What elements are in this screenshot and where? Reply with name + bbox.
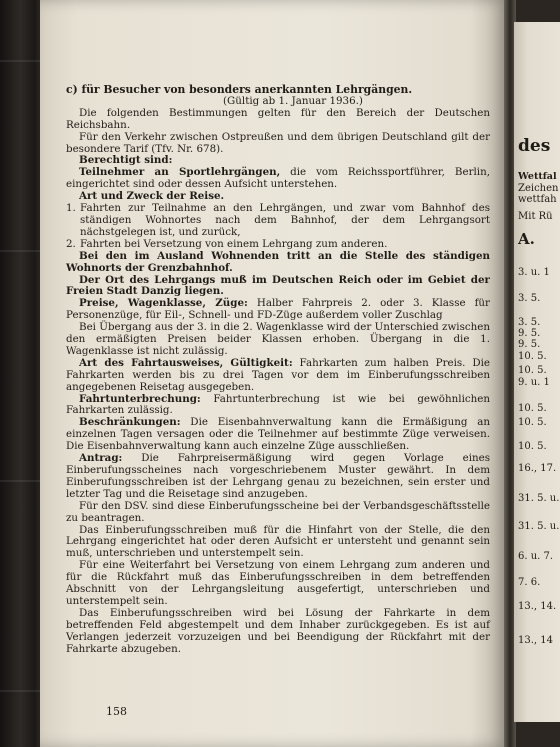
section-heading: c) für Besucher von besonders anerkannten Lehrgängen. xyxy=(66,83,413,96)
eligible-text: die vom Reichssportführer, Berlin, eingerichtet sind oder dessen Aufsicht unterstehen. xyxy=(66,166,490,191)
list-item xyxy=(66,203,490,239)
right-date: 3. 5. xyxy=(518,293,541,304)
ticket-lead: Art des Fahrtausweises, Gültigkeit: xyxy=(79,356,293,369)
price-text: Halber Fahrpreis 2. oder 3. Klasse für Personenzüge, für Eil-, Schnell- und FD-Züge außerdem voller Zuschlag xyxy=(66,297,490,322)
apply-text: Die Fahrpreisermäßigung wird gegen Vorlage eines Einberufungsscheines nach vorgeschriebenem Muster gewährt. In dem Einberufungsschreiben ist der Lehrgang genau zu bezeichnen, sein erster und letzter Tag und die Reisetage sind anzugeben. xyxy=(66,452,490,500)
right-line: Zeichen xyxy=(518,183,559,194)
right-date: 16., 17. xyxy=(518,463,557,474)
right-date: 7. 6. xyxy=(518,577,541,588)
right-date: 10. 5. xyxy=(518,441,547,452)
paragraph-transfer: Bei Übergang aus der 3. in die 2. Wagenklasse wird der Unterschied zwischen den ermäßigten Preisen beider Klassen erhoben. Übergang in die 1. Wagenklasse ist nicht zulässig. xyxy=(66,321,490,357)
right-date: 6. u. 7. xyxy=(518,551,554,562)
paragraph-stamp: Das Einberufungsschreiben wird bei Lösung der Fahrkarte in dem betreffenden Feld abgestempelt und dem Inhaber zurückgegeben. Es ist auf Verlangen jederzeit vorzuzeigen und bei Beendigung der Rückfahrt mit der Fahrkarte abzugeben. xyxy=(66,606,490,655)
right-date: 3. 5. xyxy=(518,317,541,328)
list-text: Fahrten zur Teilnahme an den Lehrgängen, und zwar vom Bahnhof des ständigen Wohnortes nach dem Bahnhof, der dem Lehrgangsort nächstgelegen ist, und zurück, xyxy=(80,202,490,238)
paragraph: Die folgenden Bestimmungen gelten für den Bereich der Deutschen Reichsbahn. xyxy=(66,106,490,131)
restrict-text: Die Eisenbahnverwaltung kann die Ermäßigung an einzelnen Tagen versagen oder die Teilnehmer auf bestimmte Züge verweisen. Die Eisenbahnverwaltung kann auch einzelne Züge ausschließen. xyxy=(66,416,490,453)
right-title-fragment: des xyxy=(518,136,551,156)
validity-note: (Gültig ab 1. Januar 1936.) xyxy=(223,94,363,107)
restrict-lead: Beschränkungen: xyxy=(79,416,181,429)
break-text: Fahrtunterbrechung ist wie bei gewöhnlichen Fahrkarten zulässig. xyxy=(66,392,490,417)
right-date: 10. 5. xyxy=(518,351,547,362)
paragraph-eligible xyxy=(66,167,490,191)
list-number: 2. xyxy=(66,237,76,250)
right-line: Wettfal xyxy=(518,171,557,182)
list-item xyxy=(66,239,490,251)
page-content xyxy=(66,84,490,656)
right-line: Mit Rü xyxy=(518,211,553,222)
subheading-eligible: Berechtigt sind: xyxy=(79,154,173,167)
location-rule: Der Ort des Lehrgangs muß im Deutschen Reich oder im Gebiet der Freien Stadt Danzig liegen. xyxy=(66,273,490,298)
paragraph-restrict xyxy=(66,417,490,453)
price-lead: Preise, Wagenklasse, Züge: xyxy=(79,297,248,310)
right-page xyxy=(514,22,560,722)
break-lead: Fahrtunterbrechung: xyxy=(79,392,201,405)
paragraph: Für den Verkehr zwischen Ostpreußen und dem übrigen Deutschland gilt der besondere Tarif (Tfv. Nr. 678). xyxy=(66,130,490,155)
apply-lead: Antrag: xyxy=(79,452,123,465)
subheading-purpose: Art und Zweck der Reise. xyxy=(79,190,225,203)
eligible-lead: Teilnehmer an Sportlehrgängen, xyxy=(79,166,281,179)
right-date: 10. 5. xyxy=(518,417,547,428)
right-section-letter: A. xyxy=(518,230,535,248)
paragraph-price xyxy=(66,298,490,322)
right-date: 31. 5. u. xyxy=(518,521,560,532)
list-text: Fahrten bei Versetzung von einem Lehrgang zum anderen. xyxy=(80,237,388,250)
paragraph-dsv: Für den DSV. sind diese Einberufungsscheine bei der Verbandsgeschäftsstelle zu beantragen. xyxy=(66,499,490,524)
right-date: 13., 14 xyxy=(518,635,553,646)
right-date: 9. 5. xyxy=(518,328,541,339)
right-date: 31. 5. u. xyxy=(518,493,560,504)
paragraph-ticket xyxy=(66,358,490,394)
paragraph-apply xyxy=(66,453,490,501)
right-date: 9. u. 1 xyxy=(518,377,550,388)
right-date: 9. 5. xyxy=(518,339,541,350)
ticket-text: Fahrkarten zum halben Preis. Die Fahrkarten werden bis zu drei Tagen vor dem im Einberufungsschreiben angegebenen Reisetag ausgegeben. xyxy=(66,356,490,393)
right-date: 3. u. 1 xyxy=(518,267,550,278)
right-line: wettfah xyxy=(518,194,557,205)
list-number: 1. xyxy=(66,202,76,215)
page-number: 158 xyxy=(106,705,127,718)
abroad-rule: Bei den im Ausland Wohnenden tritt an die Stelle des ständigen Wohnorts der Grenzbahnhof. xyxy=(66,249,490,274)
right-date: 10. 5. xyxy=(518,403,547,414)
paragraph-break xyxy=(66,394,490,418)
paragraph-form: Das Einberufungsschreiben muß für die Hinfahrt von der Stelle, die den Lehrgang eingerichtet hat oder deren Aufsicht er untersteht und genannt sein muß, unterschrieben und unterstempelt sein. xyxy=(66,523,490,560)
right-date: 13., 14. xyxy=(518,601,557,612)
paragraph-onward: Für eine Weiterfahrt bei Versetzung von einem Lehrgang zum anderen und für die Rückfahrt muß das Einberufungsschreiben in dem betreffenden Abschnitt von der Lehrgangsleitung ausgefertigt, unterschrieben und unterstempelt sein. xyxy=(66,559,490,607)
right-date: 10. 5. xyxy=(518,365,547,376)
